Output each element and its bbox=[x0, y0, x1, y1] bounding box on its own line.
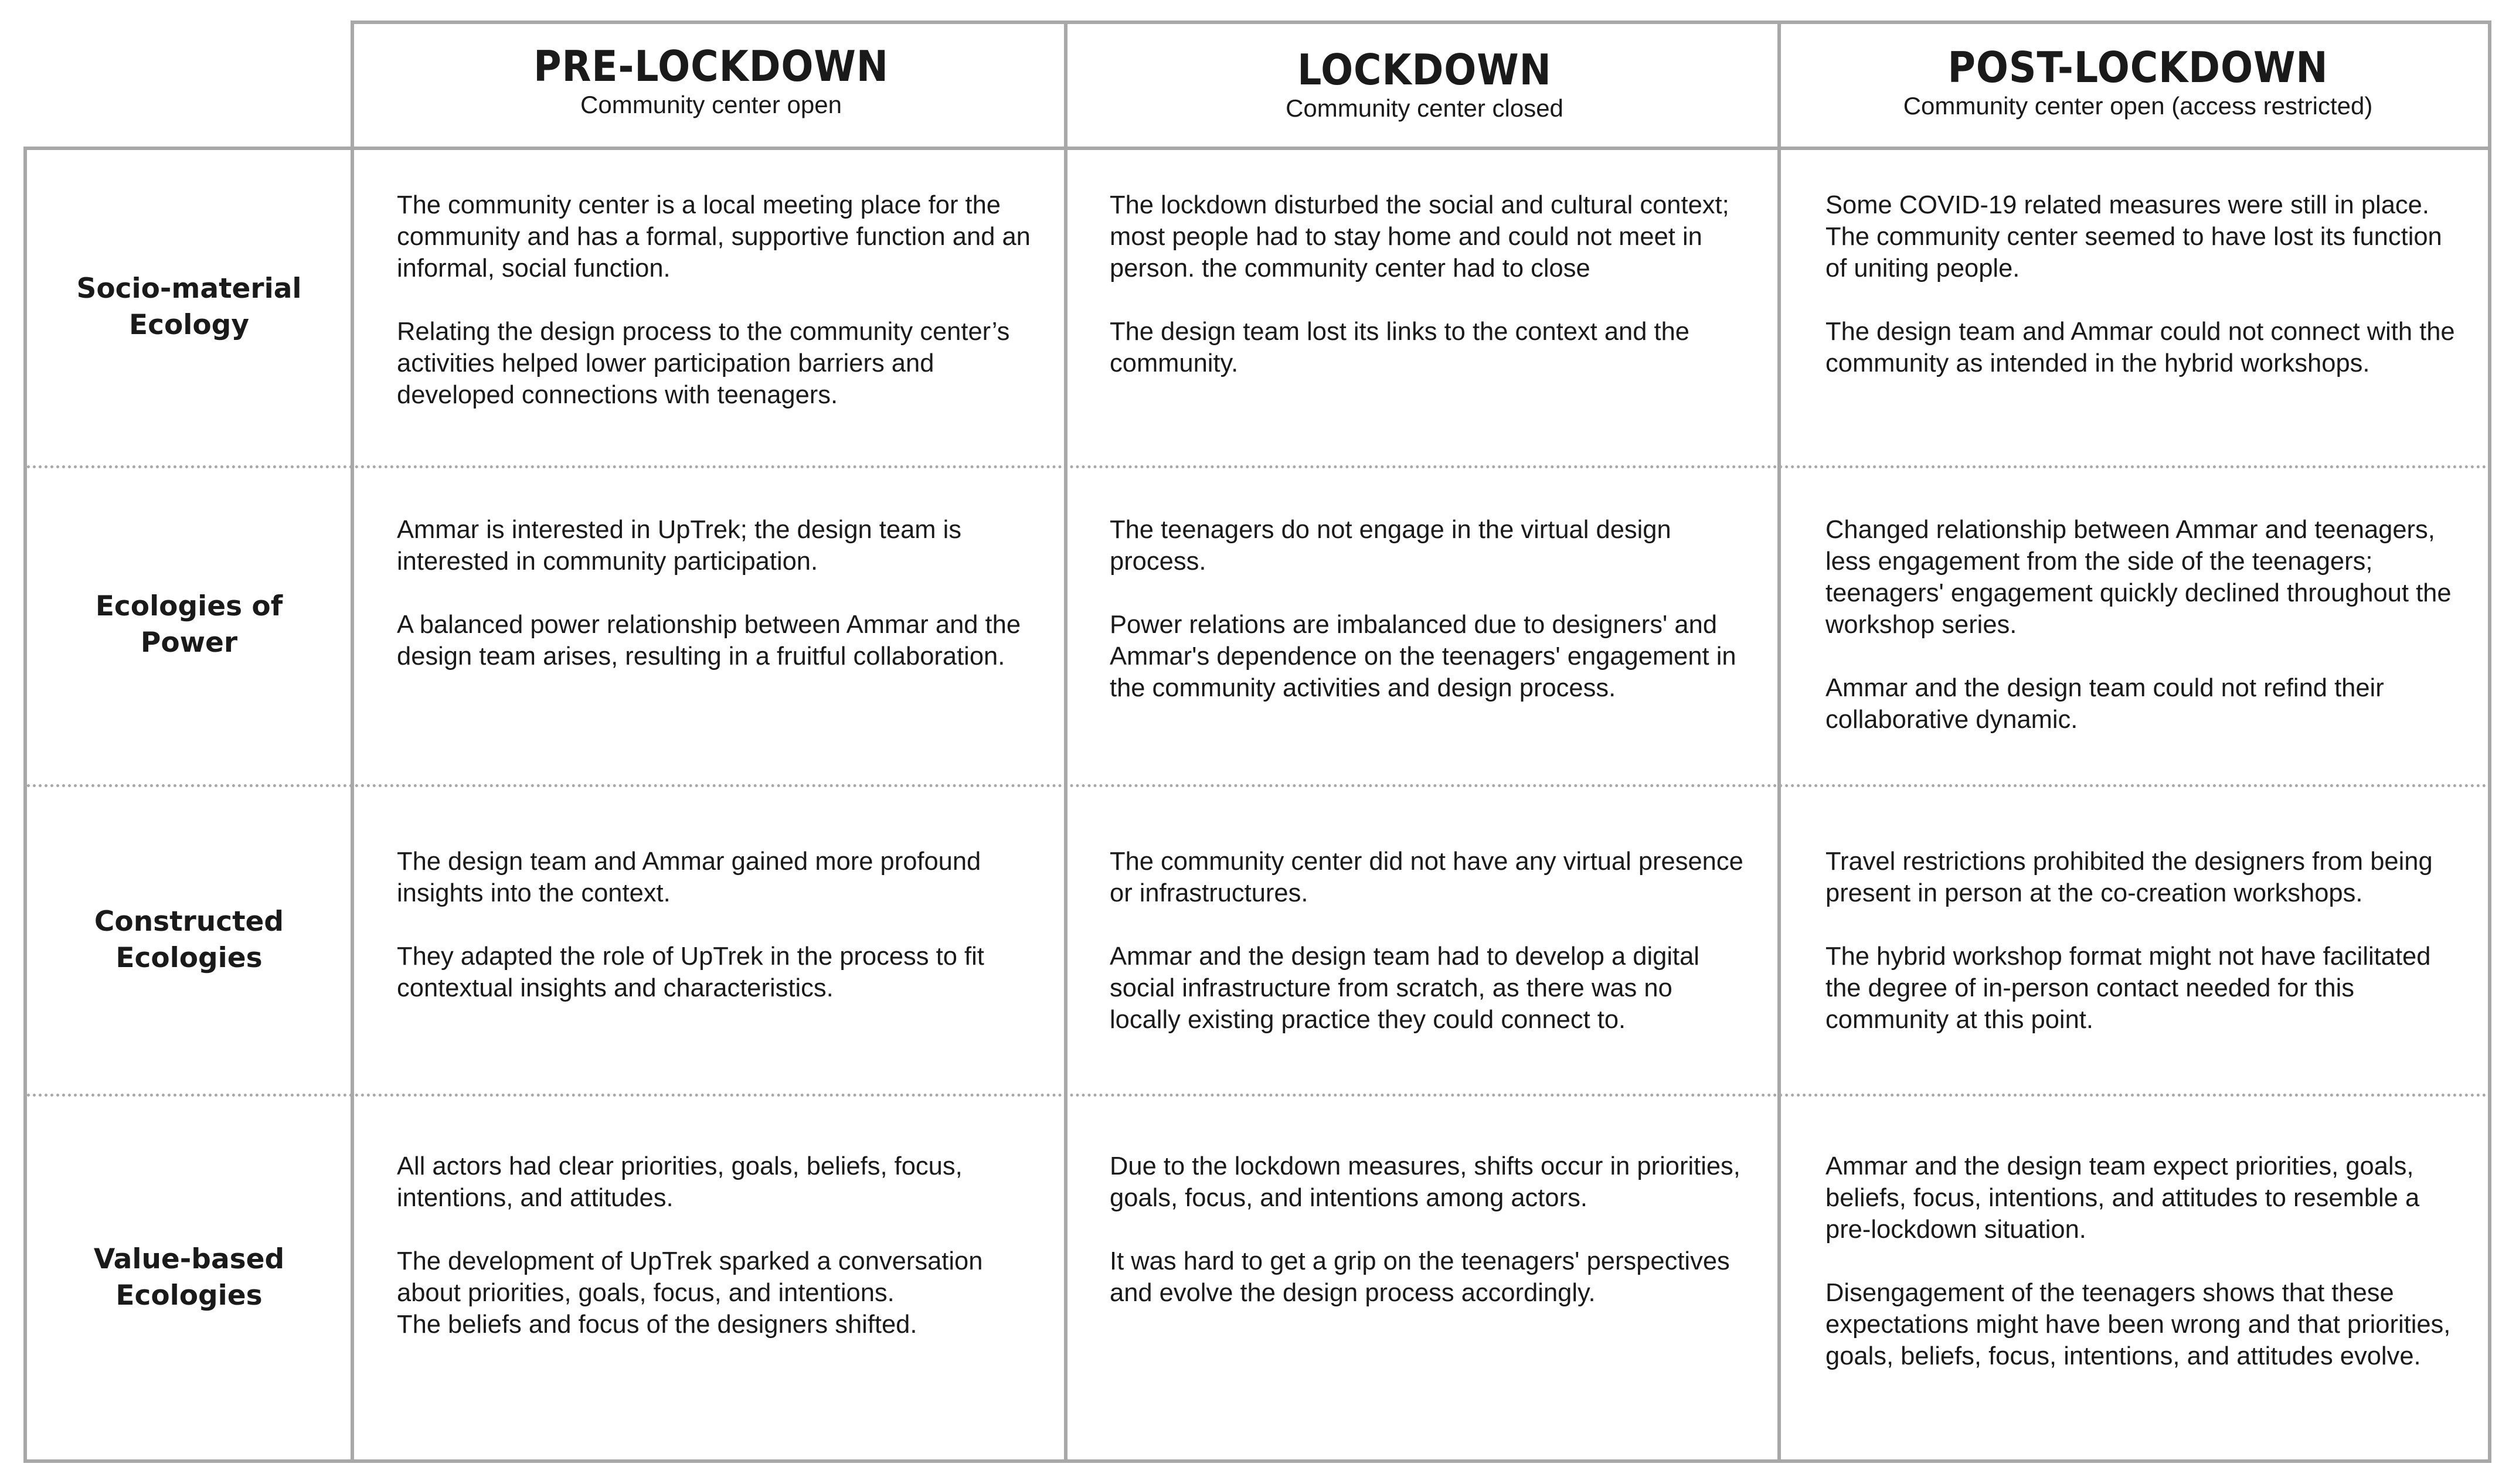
row-label-socio-material-ecology bbox=[26, 271, 352, 343]
cell-constructed-post-lockdown bbox=[1825, 846, 2464, 1036]
row-label-line: Ecologies bbox=[115, 942, 263, 974]
column-subtitle: Community center open bbox=[580, 91, 842, 118]
row-divider-1 bbox=[27, 465, 2488, 468]
body-bottom-border bbox=[23, 1459, 2491, 1463]
cell-paragraph: The development of UpTrek sparked a conversation about priorities, goals, focus, and intentions. bbox=[397, 1247, 983, 1307]
cell-paragraph: The design team and Ammar gained more profound insights into the context. bbox=[397, 847, 981, 907]
cell-paragraph: The design team lost its links to the context and the community. bbox=[1110, 318, 1689, 377]
row-label-line: Ecologies of bbox=[95, 590, 283, 622]
column-divider-2 bbox=[1777, 21, 1781, 1463]
cell-paragraph: Due to the lockdown measures, shifts occur in priorities, goals, focus, and intentions among actors. bbox=[1110, 1152, 1740, 1212]
row-label-constructed-ecologies bbox=[26, 904, 352, 976]
row-label-line: Ecology bbox=[129, 309, 249, 341]
column-divider-1 bbox=[1064, 21, 1067, 1463]
cell-paragraph: Changed relationship between Ammar and teenagers, less engagement from the side of the teenagers; teenagers' engagement quickly declined throughout the workshop series. bbox=[1825, 516, 2452, 639]
cell-power-post-lockdown bbox=[1825, 514, 2464, 736]
row-label-value-based-ecologies bbox=[26, 1241, 352, 1314]
cell-paragraph: Power relations are imbalanced due to designers' and Ammar's dependence on the teenagers' engagement in the community activities and design process. bbox=[1110, 611, 1736, 702]
cell-value-based-pre-lockdown bbox=[397, 1151, 1036, 1340]
cell-paragraph: A balanced power relationship between Ammar and the design team arises, resulting in a fruitful collaboration. bbox=[397, 611, 1021, 670]
row-label-line: Ecologies bbox=[115, 1279, 263, 1312]
cell-paragraph: The hybrid workshop format might not have facilitated the degree of in-person contact needed for this community at this point. bbox=[1825, 942, 2431, 1034]
column-subtitle: Community center closed bbox=[1286, 94, 1563, 122]
cell-paragraph: Ammar is interested in UpTrek; the design team is interested in community participation. bbox=[397, 516, 962, 576]
cell-paragraph: The community center is a local meeting place for the community and has a formal, supportive function and an informal, social function. bbox=[397, 191, 1031, 282]
cell-paragraph: All actors had clear priorities, goals, beliefs, focus, intentions, and attitudes. bbox=[397, 1152, 963, 1212]
cell-power-lockdown bbox=[1110, 514, 1749, 704]
cell-value-based-post-lockdown bbox=[1825, 1151, 2464, 1372]
cell-power-pre-lockdown bbox=[397, 514, 1036, 672]
cell-paragraph: Some COVID-19 related measures were still in place. The community center seemed to have lost its function of uniting people. bbox=[1825, 191, 2442, 282]
cell-paragraph: The community center did not have any virtual presence or infrastructures. bbox=[1110, 847, 1743, 907]
cell-constructed-lockdown bbox=[1110, 846, 1749, 1036]
cell-socio-material-post-lockdown bbox=[1825, 189, 2464, 379]
row-label-line: Constructed bbox=[94, 906, 284, 938]
cell-socio-material-lockdown bbox=[1110, 189, 1749, 379]
cell-paragraph: The teenagers do not engage in the virtual design process. bbox=[1110, 516, 1671, 576]
cell-paragraph: Ammar and the design team had to develop a digital social infrastructure from scratch, as there was no locally existing practice they could connect to. bbox=[1110, 942, 1699, 1034]
cell-paragraph: Disengagement of the teenagers shows that these expectations might have been wrong and that priorities, goals, beliefs, focus, intentions, and attitudes evolve. bbox=[1825, 1279, 2451, 1370]
row-label-ecologies-of-power bbox=[26, 588, 352, 661]
right-border bbox=[2488, 21, 2491, 1463]
row-label-line: Power bbox=[140, 627, 238, 659]
cell-paragraph: They adapted the role of UpTrek in the process to fit contextual insights and characteristics. bbox=[397, 942, 984, 1002]
cell-constructed-pre-lockdown bbox=[397, 846, 1036, 1004]
column-header-pre-lockdown bbox=[354, 23, 1068, 148]
cell-paragraph: Relating the design process to the community center’s activities helped lower participation barriers and developed connections with teenagers. bbox=[397, 318, 1010, 409]
row-divider-2 bbox=[27, 784, 2488, 787]
cell-value-based-lockdown bbox=[1110, 1151, 1749, 1309]
row-label-line: Value-based bbox=[93, 1243, 285, 1275]
cell-paragraph: The design team and Ammar could not connect with the community as intended in the hybrid workshops. bbox=[1825, 318, 2455, 377]
row-divider-3 bbox=[27, 1094, 2488, 1097]
cell-paragraph: Ammar and the design team could not refind their collaborative dynamic. bbox=[1825, 674, 2384, 734]
row-label-line: Socio-material bbox=[76, 273, 302, 305]
cell-socio-material-pre-lockdown bbox=[397, 189, 1036, 411]
column-title: PRE-LOCKDOWN bbox=[533, 42, 889, 91]
column-header-lockdown bbox=[1067, 23, 1782, 148]
column-title: POST-LOCKDOWN bbox=[1947, 43, 2328, 92]
column-subtitle: Community center open (access restricted) bbox=[1903, 92, 2373, 120]
cell-paragraph: Travel restrictions prohibited the designers from being present in person at the co-creation workshops. bbox=[1825, 847, 2433, 907]
cell-paragraph: The lockdown disturbed the social and cultural context; most people had to stay home and could not meet in person. the community center had to close bbox=[1110, 191, 1729, 282]
column-header-post-lockdown bbox=[1781, 23, 2495, 148]
cell-paragraph: It was hard to get a grip on the teenagers' perspectives and evolve the design process accordingly. bbox=[1110, 1247, 1730, 1307]
column-title: LOCKDOWN bbox=[1297, 45, 1552, 94]
cell-paragraph: Ammar and the design team expect priorities, goals, beliefs, focus, intentions, and attitudes to resemble a pre-lockdown situation. bbox=[1825, 1152, 2420, 1244]
cell-paragraph: The beliefs and focus of the designers shifted. bbox=[397, 1311, 917, 1339]
